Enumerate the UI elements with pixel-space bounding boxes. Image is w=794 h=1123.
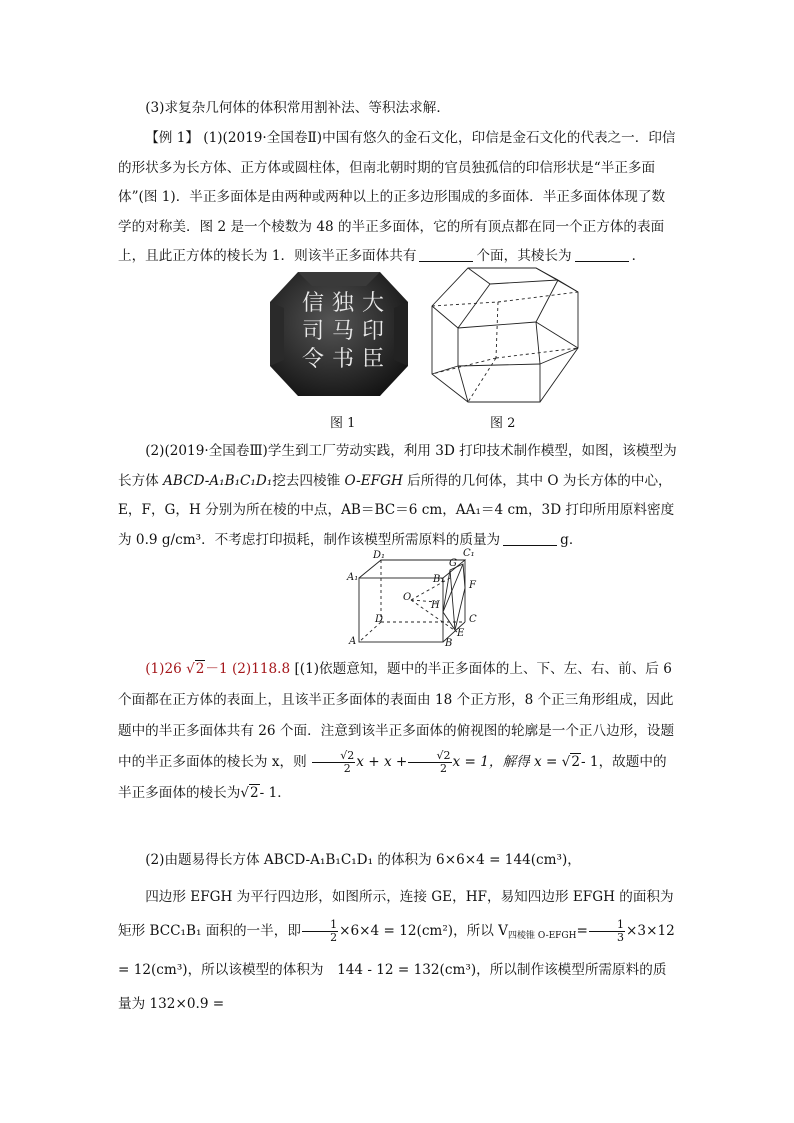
part2-text-b: 挖去四棱锥 bbox=[272, 472, 341, 489]
seal-char: 臣 bbox=[361, 347, 384, 372]
solution-text-c: x = 1，解得 x = bbox=[452, 754, 558, 770]
intro-line: (3)求复杂几何体的体积常用割补法、等积法求解． bbox=[145, 100, 450, 116]
label-A: A bbox=[349, 636, 357, 647]
part1-text-a: (1)(2019·全国卷Ⅱ)中国有悠久的金石文化，印信是金石文化的代表之一．印信的形状多为长方体、正方体或圆柱体，但南北朝时期的官员独孤信的印信形状是“半正多面体”(图 1)．半正多面体是由两种或两种以上的正多边形围成的多面体．半正多面体体现了数学的对称美．图 2 是一个棱数为 48 的半正多面体，它的所有顶点都在同一个正方体的表面上，且此正方体的棱长为 1．则该半正多面体共有 bbox=[118, 130, 676, 264]
fraction-one-third: $\frac{1}{3}$ bbox=[589, 919, 625, 944]
example-1-part-1 bbox=[118, 124, 678, 272]
solution-text-d: - 1，故题中的半正多面体的棱长为 bbox=[118, 754, 667, 801]
figure-1-caption: 图 1 bbox=[330, 416, 356, 431]
seal-char: 独 bbox=[331, 291, 354, 316]
seal-char: 印 bbox=[361, 319, 384, 344]
figure-cuboid-model bbox=[345, 544, 495, 650]
answer-2: (2)118.8 bbox=[231, 661, 291, 677]
part1-text-c: ． bbox=[631, 248, 646, 264]
solution-p3-c: = bbox=[576, 923, 588, 939]
label-D: D bbox=[375, 614, 384, 625]
solution-part-1: (1)26 √2－1 (2)118.8 [(1)依题意知，题中的半正多面体的上、下、左、右、前、后 6 个面都在正方体的表面上，且该半正多面体的表面由 18 个正方形，8 个正三角形组成，因此题中的半正多面体共有 26 个面．注意到该半正多面体的俯视图的轮廓是一个正八边形，设题中的半正多面体的棱长为 x，则 $\frac{√2}{2}$ x + x + $\frac{√2}{2}$ x = 1，解得 x = √2- 1，故题中的半正多面体的棱长为√2- 1． bbox=[118, 661, 675, 801]
seal-char: 大 bbox=[361, 291, 384, 316]
solution-part-3 bbox=[118, 880, 678, 1021]
solution-p3-b: ×6×4 = 12(cm²)，所以 V bbox=[339, 923, 508, 939]
fraction-root2-over-2: $\frac{√2}{2}$ bbox=[408, 750, 451, 775]
label-H: H bbox=[431, 600, 440, 611]
example-tag: 【例 1】 bbox=[145, 130, 199, 146]
label-B: B bbox=[445, 638, 453, 649]
label-F: F bbox=[469, 580, 476, 591]
figure-1-seal-photo bbox=[268, 268, 410, 400]
example-1-part-2 bbox=[118, 437, 678, 555]
fraction-root2-over-2: $\frac{√2}{2}$ bbox=[312, 750, 355, 775]
answer-1: (1)26 bbox=[145, 661, 182, 677]
figure-2-caption: 图 2 bbox=[490, 416, 516, 431]
part2-pyramid: O-EFGH bbox=[344, 472, 403, 489]
volume-subscript: 四棱锥 O-EFGH bbox=[508, 931, 577, 941]
solution-p3-d: ×3×12 = 12(cm³)，所以该模型的体积为 144 - 12 = 132(cm³)，所以制作该模型所需原料的质量为 132×0.9 = bbox=[118, 923, 675, 1012]
part2-body: ABCD-A₁B₁C₁D₁ bbox=[163, 472, 273, 489]
answer-blank-1 bbox=[419, 247, 473, 262]
label-C: C bbox=[469, 614, 477, 625]
seal-char: 书 bbox=[331, 347, 354, 372]
seal-char: 令 bbox=[301, 347, 324, 372]
seal-char: 马 bbox=[331, 319, 354, 344]
answer-1-root: √2 bbox=[186, 661, 205, 677]
root-value: 2 bbox=[250, 785, 259, 801]
part2-text-e: g． bbox=[560, 531, 583, 548]
label-A1: A₁ bbox=[347, 572, 359, 583]
solution-text-e: - 1． bbox=[259, 785, 291, 801]
part2-text-a: (2)(2019·全国卷Ⅲ)学生到工厂劳动实践，利用 3D 打印技术制作模型，如图，该模型为长方体 bbox=[118, 443, 677, 489]
seal-char: 信 bbox=[301, 291, 324, 316]
root-value: 2 bbox=[571, 754, 580, 770]
label-G: G bbox=[449, 558, 457, 569]
answer-blank-3 bbox=[503, 531, 557, 546]
fraction-one-half: $\frac{1}{2}$ bbox=[302, 919, 338, 944]
figure-2-polyhedron bbox=[428, 262, 582, 408]
label-B1: B₁ bbox=[433, 574, 445, 585]
label-C1: C₁ bbox=[463, 548, 475, 559]
seal-char: 司 bbox=[301, 319, 324, 344]
solution-text-b: x + x + bbox=[356, 754, 408, 770]
solution-part-2: (2)由题易得长方体 ABCD-A₁B₁C₁D₁ 的体积为 6×6×4 = 144(cm³)， bbox=[145, 852, 581, 868]
answer-1-tail: －1 bbox=[205, 661, 228, 677]
part1-text-b: 个面，其棱长为 bbox=[476, 248, 572, 264]
label-E: E bbox=[457, 628, 465, 639]
part2-text-d: 后所得的几何体，其中 O 为长方体的中心，E，F，G，H 分别为所在棱的中点，AB＝BC＝6 cm，AA₁＝4 cm，3D 打印所用原料密度为 0.9 g/cm³．不考虑打印损耗，制作该模型所需原料的质量为 bbox=[118, 472, 675, 548]
label-O: O bbox=[403, 592, 412, 603]
solution-text-a: [(1)依题意知，题中的半正多面体的上、下、左、右、前、后 6 个面都在正方体的表面上，且该半正多面体的表面由 18 个正方形，8 个正三角形组成，因此题中的半正多面体共有 26 个面．注意到该半正多面体的俯视图的轮廓是一个正八边形，设题中的半正多面体的棱长为 x，则 bbox=[118, 661, 675, 770]
label-D1: D₁ bbox=[373, 550, 386, 561]
answer-blank-2 bbox=[575, 247, 629, 262]
solution-p3-a: 四边形 EFGH 为平行四边形，如图所示，连接 GE，HF，易知四边形 EFGH 的面积为矩形 BCC₁B₁ 面积的一半，即 bbox=[118, 889, 674, 939]
